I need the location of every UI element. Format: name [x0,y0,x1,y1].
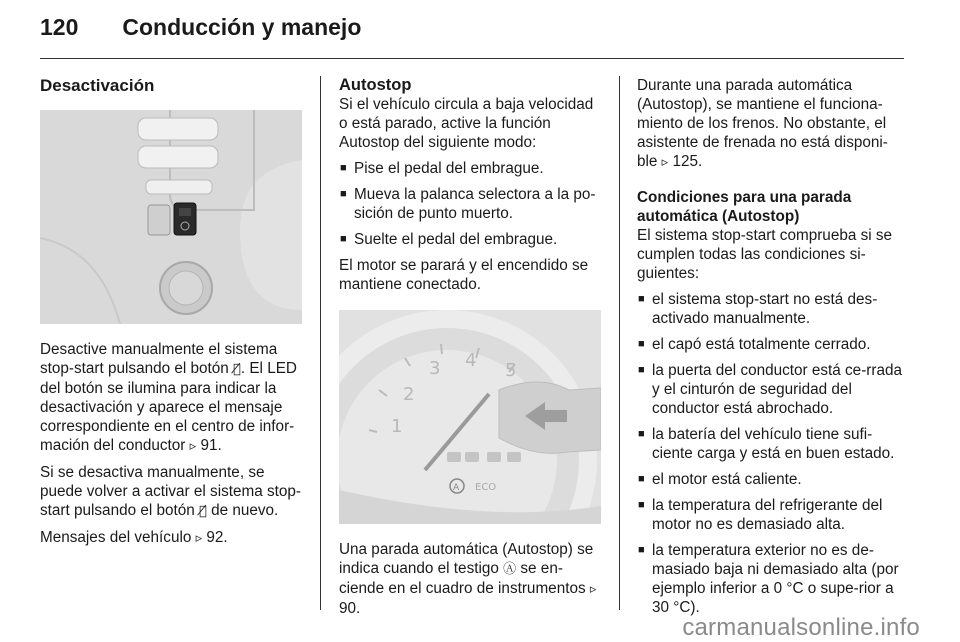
column-divider [320,76,321,610]
list-item: ■ Pise el pedal del embrague. [339,159,605,178]
section-heading-deactivation: Desactivación [40,76,155,95]
conditions-intro: El sistema stop-start comprueba si se cumplen todas las condiciones si-guientes: [637,227,893,282]
page-reference-icon: ▹ [189,439,197,454]
header-rule [40,58,904,59]
list-item: ■ el capó está totalmente cerrado. [637,335,905,354]
brakes-paragraph: Durante una parada automática (Autostop), se mantiene el funciona-miento de los frenos. No obstante, el asistente de frenada no está disponi-ble ▹ 125. [637,77,888,170]
section-heading-autostop: Autostop [339,76,412,94]
stop-start-off-icon: Ⓐ̸ [199,504,207,519]
subheading-conditions: Condiciones para una parada automática (Autostop) [637,189,852,225]
page-reference-icon: ▹ [661,155,669,170]
list-item: ■ Suelte el pedal del embrague. [339,230,605,249]
autostop-indicator-icon: Ⓐ [503,562,517,577]
svg-text:A: A [453,483,460,493]
gauge-number: 5 [505,360,517,381]
list-item: ■ Mueva la palanca selectora a la po-sición de punto muerto. [339,185,605,223]
deactivation-paragraph-3: Mensajes del vehículo ▹ 92. [40,529,228,546]
column-autostop [339,76,605,625]
list-item: ■ la batería del vehículo tiene sufi-ciente carga y está en buen estado. [637,425,905,463]
list-item: ■ la temperatura exterior no es de-masiado baja ni demasiado alta (por ejemplo inferior a 0 °C o supe-rior a 30 °C). [637,541,905,617]
stop-start-button-illustration [40,110,302,324]
chapter-title: Conducción y manejo [122,14,362,40]
page-reference-icon: ▹ [195,531,203,546]
watermark: carmanualsonline.info [682,614,920,641]
list-item: ■ la temperatura del refrigerante del motor no es demasiado alta. [637,496,905,534]
page-number: 120 [40,14,79,40]
deactivation-paragraph-2: Si se desactiva manualmente, se puede volver a activar el sistema stop-start pulsando el botón Ⓐ̸ de nuevo. [40,464,302,519]
column-divider [619,76,620,610]
conditions-list [637,290,905,617]
column-deactivation [40,76,306,555]
gauge-number: 4 [465,350,477,371]
autostop-caption: Una parada automática (Autostop) se indica cuando el testigo Ⓐ se en-ciende en el cuadro de instrumentos ▹ 90. [339,541,597,617]
list-item: ■ el sistema stop-start no está des-activado manualmente. [637,290,905,328]
deactivation-paragraph-1: Desactive manualmente el sistema stop-start pulsando el botón Ⓐ̸. El LED del botón se ilumina para indicar la desactivación y aparece el mensaje correspondiente en el centro de infor-mación del conductor ▹ 91. [40,341,297,454]
column-conditions [637,76,905,624]
gauge-number: 3 [429,358,441,379]
gauge-eco-label: ECO [475,482,497,493]
list-item: ■ la puerta del conductor está ce-rrada y el cinturón de seguridad del conductor está abrochado. [637,361,905,418]
instrument-cluster-illustration [339,310,601,524]
list-item: ■ el motor está caliente. [637,470,905,489]
autostop-steps [339,159,605,249]
gauge-number: 1 [391,416,403,437]
page-header [40,14,361,41]
page-reference-icon: ▹ [589,582,597,597]
autostop-result: El motor se parará y el encendido se mantiene conectado. [339,257,589,293]
stop-start-off-icon: Ⓐ̸ [233,362,241,377]
gauge-number: 2 [403,384,415,405]
autostop-intro: Si el vehículo circula a baja velocidad o está parado, active la función Autostop del siguiente modo: [339,96,594,151]
